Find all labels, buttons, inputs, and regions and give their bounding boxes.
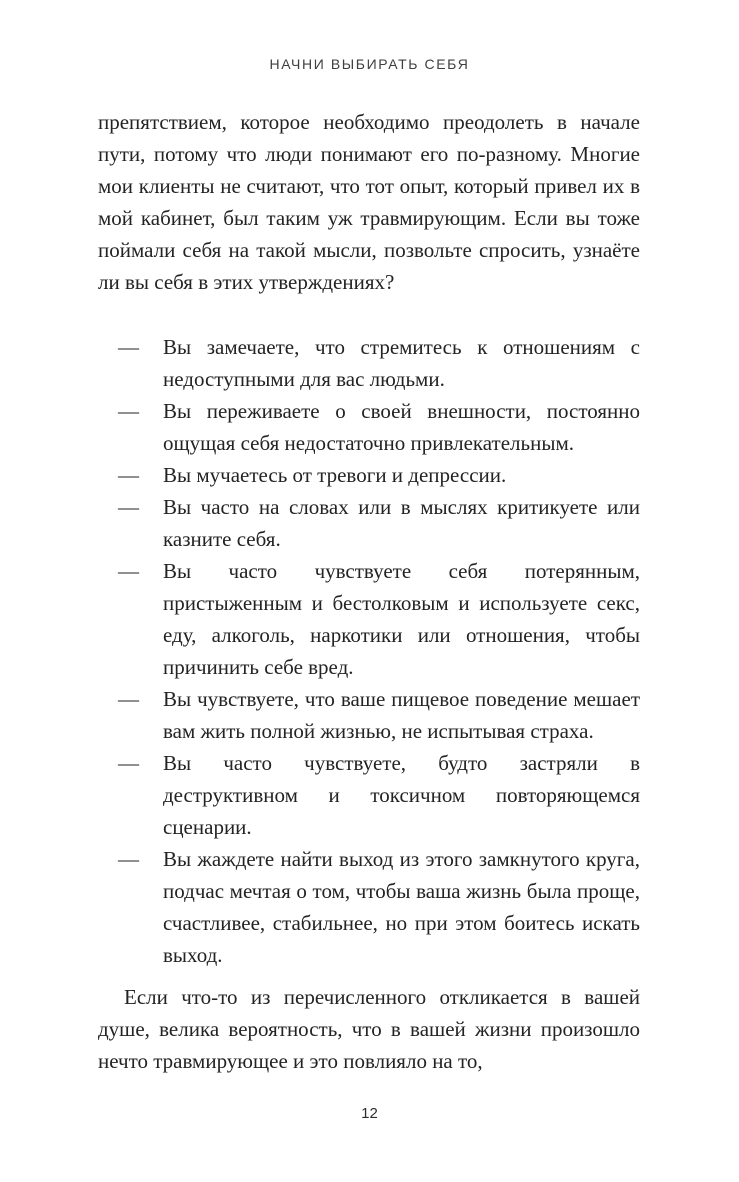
page-footer	[0, 1104, 739, 1124]
list-dash-marker: —	[118, 495, 139, 519]
page-body	[98, 106, 640, 1077]
list-item	[98, 555, 640, 683]
list-dash-marker: —	[118, 399, 139, 423]
list-item	[98, 747, 640, 843]
list-item	[98, 683, 640, 747]
list-item-text: Вы чувствуете, что ваше пищевое поведение мешает вам жить полной жизнью, не испытывая страха.	[163, 687, 640, 743]
list-item	[98, 459, 640, 491]
page-number: 12	[361, 1105, 378, 1122]
running-header-text: НАЧНИ ВЫБИРАТЬ СЕБЯ	[269, 56, 470, 72]
list-item-text: Вы замечаете, что стремитесь к отношениям с недоступными для вас людьми.	[163, 335, 640, 391]
list-item-text: Вы переживаете о своей внешности, постоянно ощущая себя недостаточно привлекательным.	[163, 399, 640, 455]
list-dash-marker: —	[118, 847, 139, 871]
list-item	[98, 843, 640, 971]
list-item-text: Вы мучаетесь от тревоги и депрессии.	[163, 463, 507, 487]
list-item-text: Вы жаждете найти выход из этого замкнутого круга, подчас мечтая о том, чтобы ваша жизнь была проще, счастливее, стабильнее, но при этом боитесь искать выход.	[163, 847, 640, 967]
paragraph-intro: препятствием, которое необходимо преодолеть в начале пути, потому что люди понимают его по-разному. Многие мои клиенты не считают, что тот опыт, который привел их в мой кабинет, был таким уж травмирующим. Если вы тоже поймали себя на такой мысли, позвольте спросить, узнаёте ли вы себя в этих утверждениях?	[98, 110, 640, 294]
list-item-text: Вы часто на словах или в мыслях критикуете или казните себя.	[163, 495, 640, 551]
list-dash-marker: —	[118, 687, 139, 711]
paragraph-outro: Если что-то из перечисленного откликается в вашей душе, велика вероятность, что в вашей жизни произошло нечто травмирующее и это повлияло на то,	[98, 985, 640, 1073]
running-header	[0, 56, 739, 72]
list-item-text: Вы часто чувствуете, будто застряли в деструктивном и токсичном повторяющемся сценарии.	[163, 751, 640, 839]
list-dash-marker: —	[118, 335, 139, 359]
list-dash-marker: —	[118, 559, 139, 583]
list-item	[98, 395, 640, 459]
symptom-list	[98, 331, 640, 971]
list-dash-marker: —	[118, 463, 139, 487]
list-item-text: Вы часто чувствуете себя потерянным, пристыженным и бестолковым и используете секс, еду, алкоголь, наркотики или отношения, чтобы причинить себе вред.	[163, 559, 640, 679]
list-dash-marker: —	[118, 751, 139, 775]
list-item	[98, 491, 640, 555]
list-item	[98, 331, 640, 395]
